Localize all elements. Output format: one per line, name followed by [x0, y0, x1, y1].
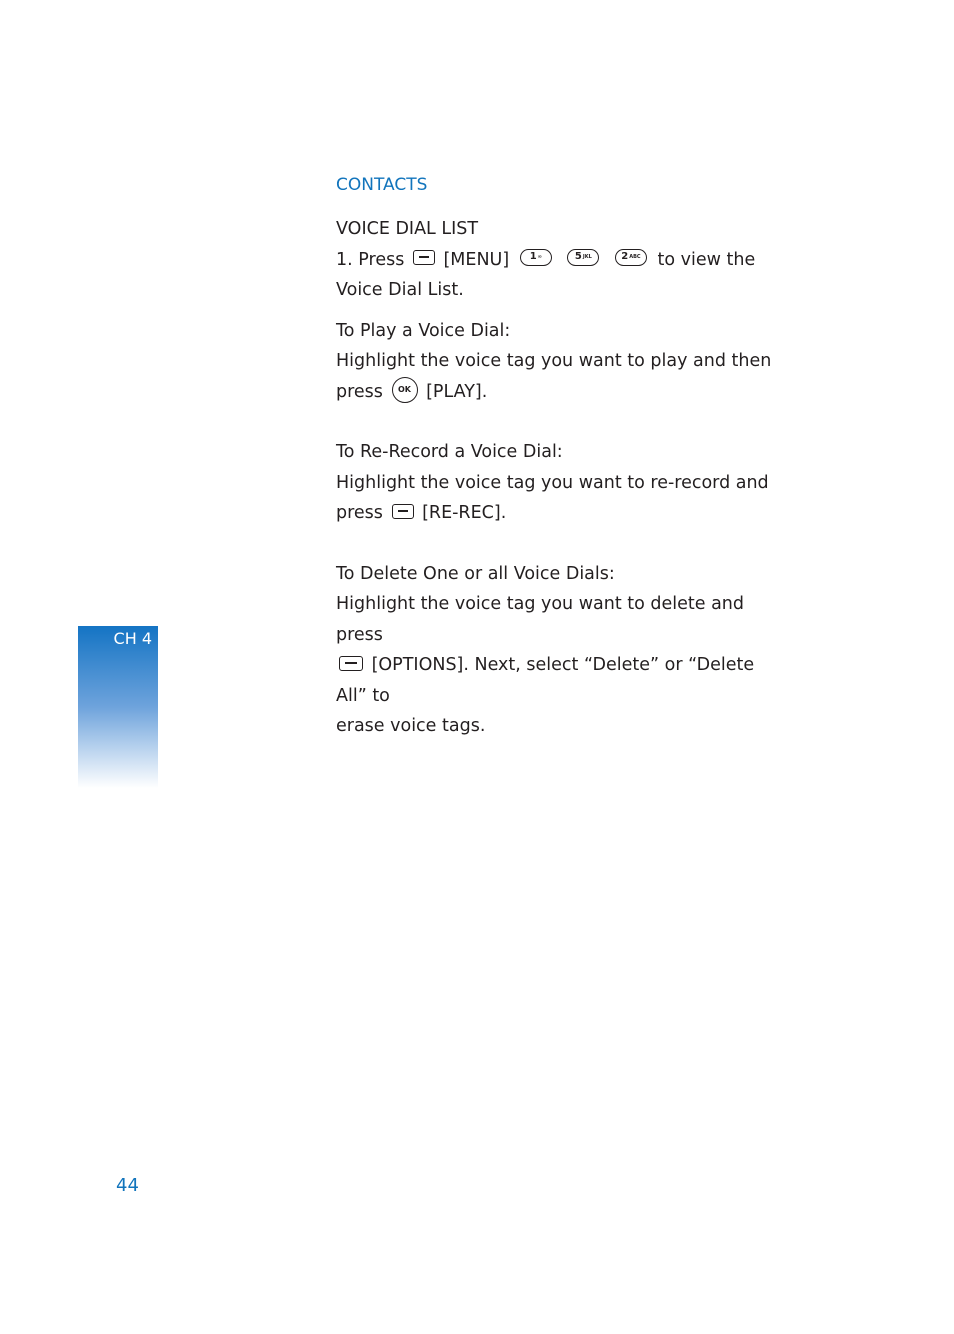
key-1-voicemail-icon: 1∞: [520, 249, 552, 266]
delete-line-1: Highlight the voice tag you want to delete and press: [336, 594, 745, 645]
chapter-label: CH 4: [113, 629, 152, 648]
play-line-1: Highlight the voice tag you want to play and then: [336, 351, 772, 371]
left-softkey-icon: [413, 250, 435, 265]
voice-dial-heading: VOICE DIAL LIST: [336, 219, 479, 239]
rerecord-line-2: [336, 498, 776, 529]
menu-label: [MENU]: [443, 249, 510, 270]
delete-line-2-text: [OPTIONS]. Next, select “Delete” or “Delete All” to: [336, 655, 755, 706]
left-softkey-icon: [392, 504, 414, 519]
page-number: 44: [116, 1175, 139, 1196]
key-2-icon: $2^{ABC}$: [615, 249, 647, 266]
step-1-prefix: 1. Press: [336, 249, 405, 270]
chapter-tab: [78, 626, 158, 788]
delete-line-3: erase voice tags.: [336, 716, 486, 736]
play-line-2: [336, 377, 776, 408]
play-action: [PLAY].: [426, 381, 488, 402]
step-1-line: [336, 245, 776, 276]
rerecord-press: press: [336, 503, 383, 523]
delete-line-2: [336, 650, 776, 711]
rerecord-title: To Re-Record a Voice Dial:: [336, 442, 563, 462]
right-softkey-icon: [339, 656, 363, 671]
step-1-line-2: Voice Dial List.: [336, 280, 464, 300]
key-5-icon: $5^{JKL}$: [567, 249, 599, 266]
page-content: [336, 214, 776, 742]
ok-key-icon: OK: [392, 377, 418, 403]
rerecord-action: [RE-REC].: [422, 503, 507, 523]
play-press: press: [336, 381, 383, 402]
play-title: To Play a Voice Dial:: [336, 320, 511, 341]
step-1-suffix: to view the: [657, 249, 756, 270]
delete-title: To Delete One or all Voice Dials:: [336, 563, 615, 584]
rerecord-line-1: Highlight the voice tag you want to re-record and: [336, 472, 769, 493]
section-title: CONTACTS: [336, 175, 428, 195]
